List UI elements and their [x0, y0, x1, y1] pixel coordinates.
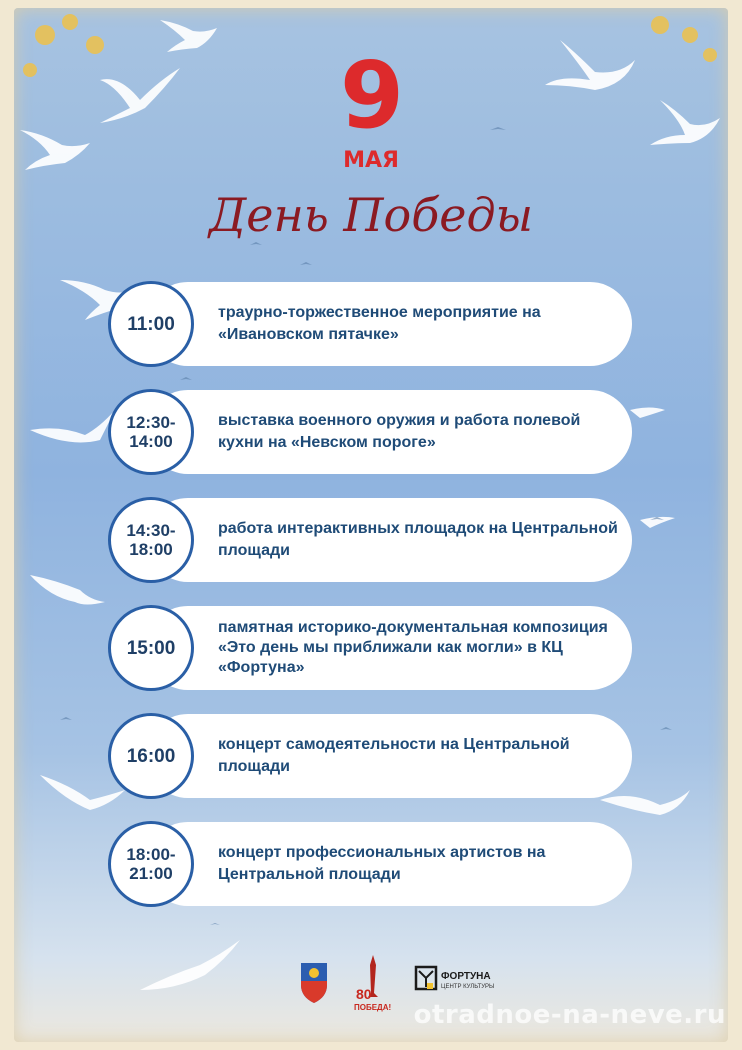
schedule-description: концерт профессиональных артистов на Центральной площади: [218, 844, 546, 883]
time-badge: 15:00: [108, 605, 194, 691]
site-watermark: otradnoe-na-neve.ru: [413, 1000, 726, 1030]
schedule-item: [108, 713, 634, 799]
schedule-description: работа интерактивных площадок на Центральной площади: [218, 520, 618, 559]
schedule-item: [108, 281, 634, 367]
page-title: День Победы: [208, 188, 534, 242]
fortuna-sub: ЦЕНТР КУЛЬТУРЫ: [441, 984, 495, 990]
schedule-description: памятная историко-документальная композиция «Это день мы приближали как могли» в КЦ «Фортуна»: [218, 619, 608, 676]
schedule-item: [108, 497, 634, 583]
time-badge: 18:00-21:00: [108, 821, 194, 907]
fortuna-logo: [416, 967, 494, 990]
time-badge: 12:30-14:00: [108, 389, 194, 475]
date-day: 9: [339, 42, 402, 149]
time-badge: 14:30-18:00: [108, 497, 194, 583]
schedule-description: траурно-торжественное мероприятие на «Ивановском пятачке»: [218, 304, 541, 343]
fortuna-name: ФОРТУНА: [441, 971, 491, 982]
victory-text: ПОБЕДА!: [354, 1003, 392, 1012]
time-badge: 11:00: [108, 281, 194, 367]
schedule-description: концерт самодеятельности на Центральной площади: [218, 736, 570, 775]
schedule-item: [108, 605, 634, 691]
victory-80-number: 80: [356, 986, 372, 1002]
time-badge: 16:00: [108, 713, 194, 799]
schedule-item: [108, 389, 634, 475]
coat-of-arms-icon: [301, 963, 327, 1003]
victory-80-logo: [354, 955, 391, 1012]
date-month: МАЯ: [343, 148, 399, 173]
schedule-description: выставка военного оружия и работа полевой кухни на «Невском пороге»: [218, 412, 581, 451]
schedule-item: [108, 821, 634, 907]
